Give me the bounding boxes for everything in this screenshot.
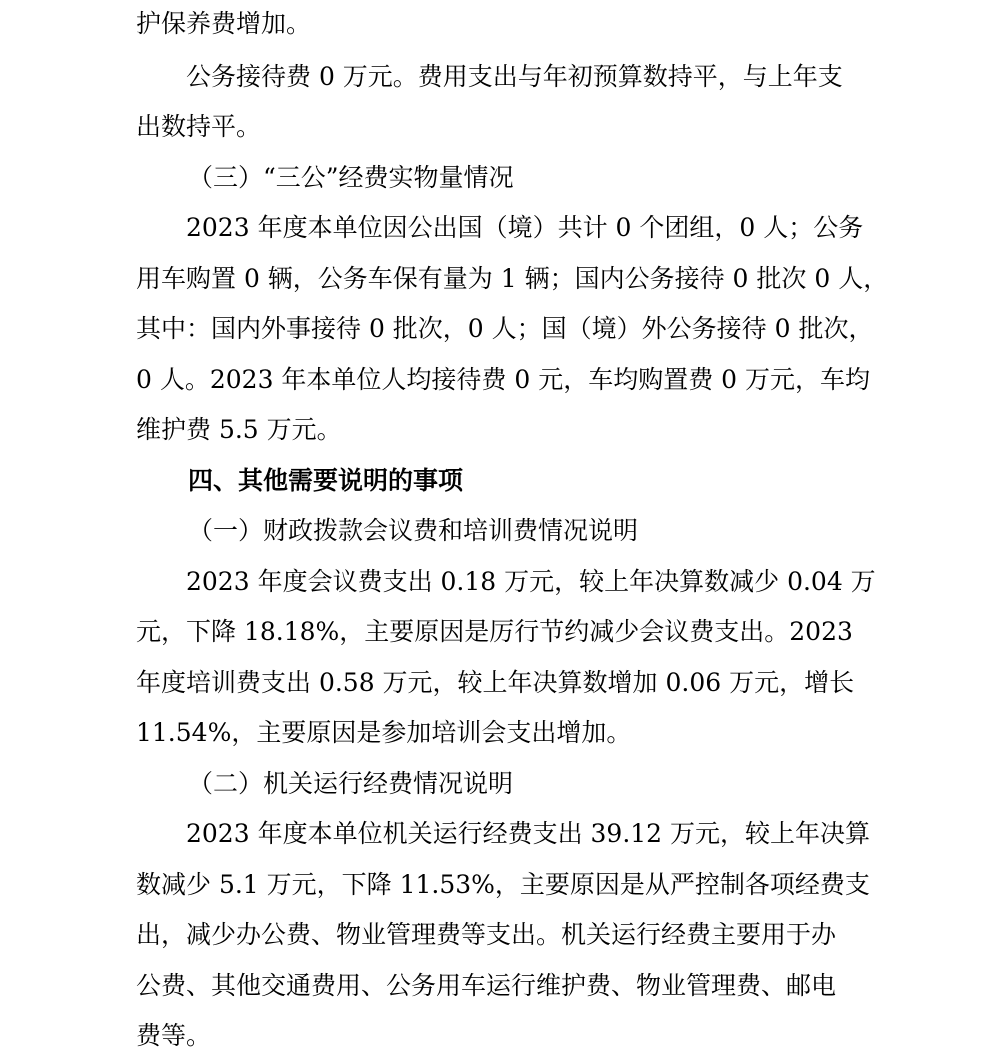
paragraph-line: 11.54%，主要原因是参加培训会支出增加。 (136, 718, 632, 747)
paragraph-line: 出，减少办公费、物业管理费等支出。机关运行经费主要用于办 (136, 920, 837, 949)
paragraph-line: 用车购置 0 辆，公务车保有量为 1 辆；国内公务接待 0 批次 0 人， (136, 264, 889, 293)
paragraph-line: 公务接待费 0 万元。费用支出与年初预算数持平，与上年支 (186, 62, 843, 91)
paragraph-line: 元，下降 18.18%，主要原因是厉行节约减少会议费支出。2023 (136, 617, 853, 646)
paragraph-line: 护保养费增加。 (136, 9, 312, 38)
paragraph-line: 维护费 5.5 万元。 (136, 415, 342, 444)
paragraph-line: 公费、其他交通费用、公务用车运行维护费、物业管理费、邮电 (136, 971, 837, 1000)
paragraph-line: 2023 年度会议费支出 0.18 万元，较上年决算数减少 0.04 万 (186, 567, 876, 596)
section-subheading: （一）财政拨款会议费和培训费情况说明 (188, 516, 639, 545)
paragraph-line: 2023 年度本单位因公出国（境）共计 0 个团组，0 人；公务 (186, 213, 864, 242)
section-heading: 四、其他需要说明的事项 (188, 466, 464, 495)
paragraph-line: 数减少 5.1 万元，下降 11.53%，主要原因是从严控制各项经费支 (136, 870, 870, 899)
paragraph-line: 其中：国内外事接待 0 批次，0 人；国（境）外公务接待 0 批次， (136, 314, 874, 343)
paragraph-line: 2023 年度本单位机关运行经费支出 39.12 万元，较上年决算 (186, 819, 871, 848)
paragraph-line: 出数持平。 (136, 112, 262, 141)
paragraph-line: 0 人。2023 年本单位人均接待费 0 元，车均购置费 0 万元，车均 (136, 365, 871, 394)
section-subheading: （三）“三公”经费实物量情况 (188, 163, 514, 192)
paragraph-line: 费等。 (136, 1021, 212, 1050)
paragraph-line: 年度培训费支出 0.58 万元，较上年决算数增加 0.06 万元，增长 (136, 668, 855, 697)
section-subheading: （二）机关运行经费情况说明 (188, 769, 514, 798)
